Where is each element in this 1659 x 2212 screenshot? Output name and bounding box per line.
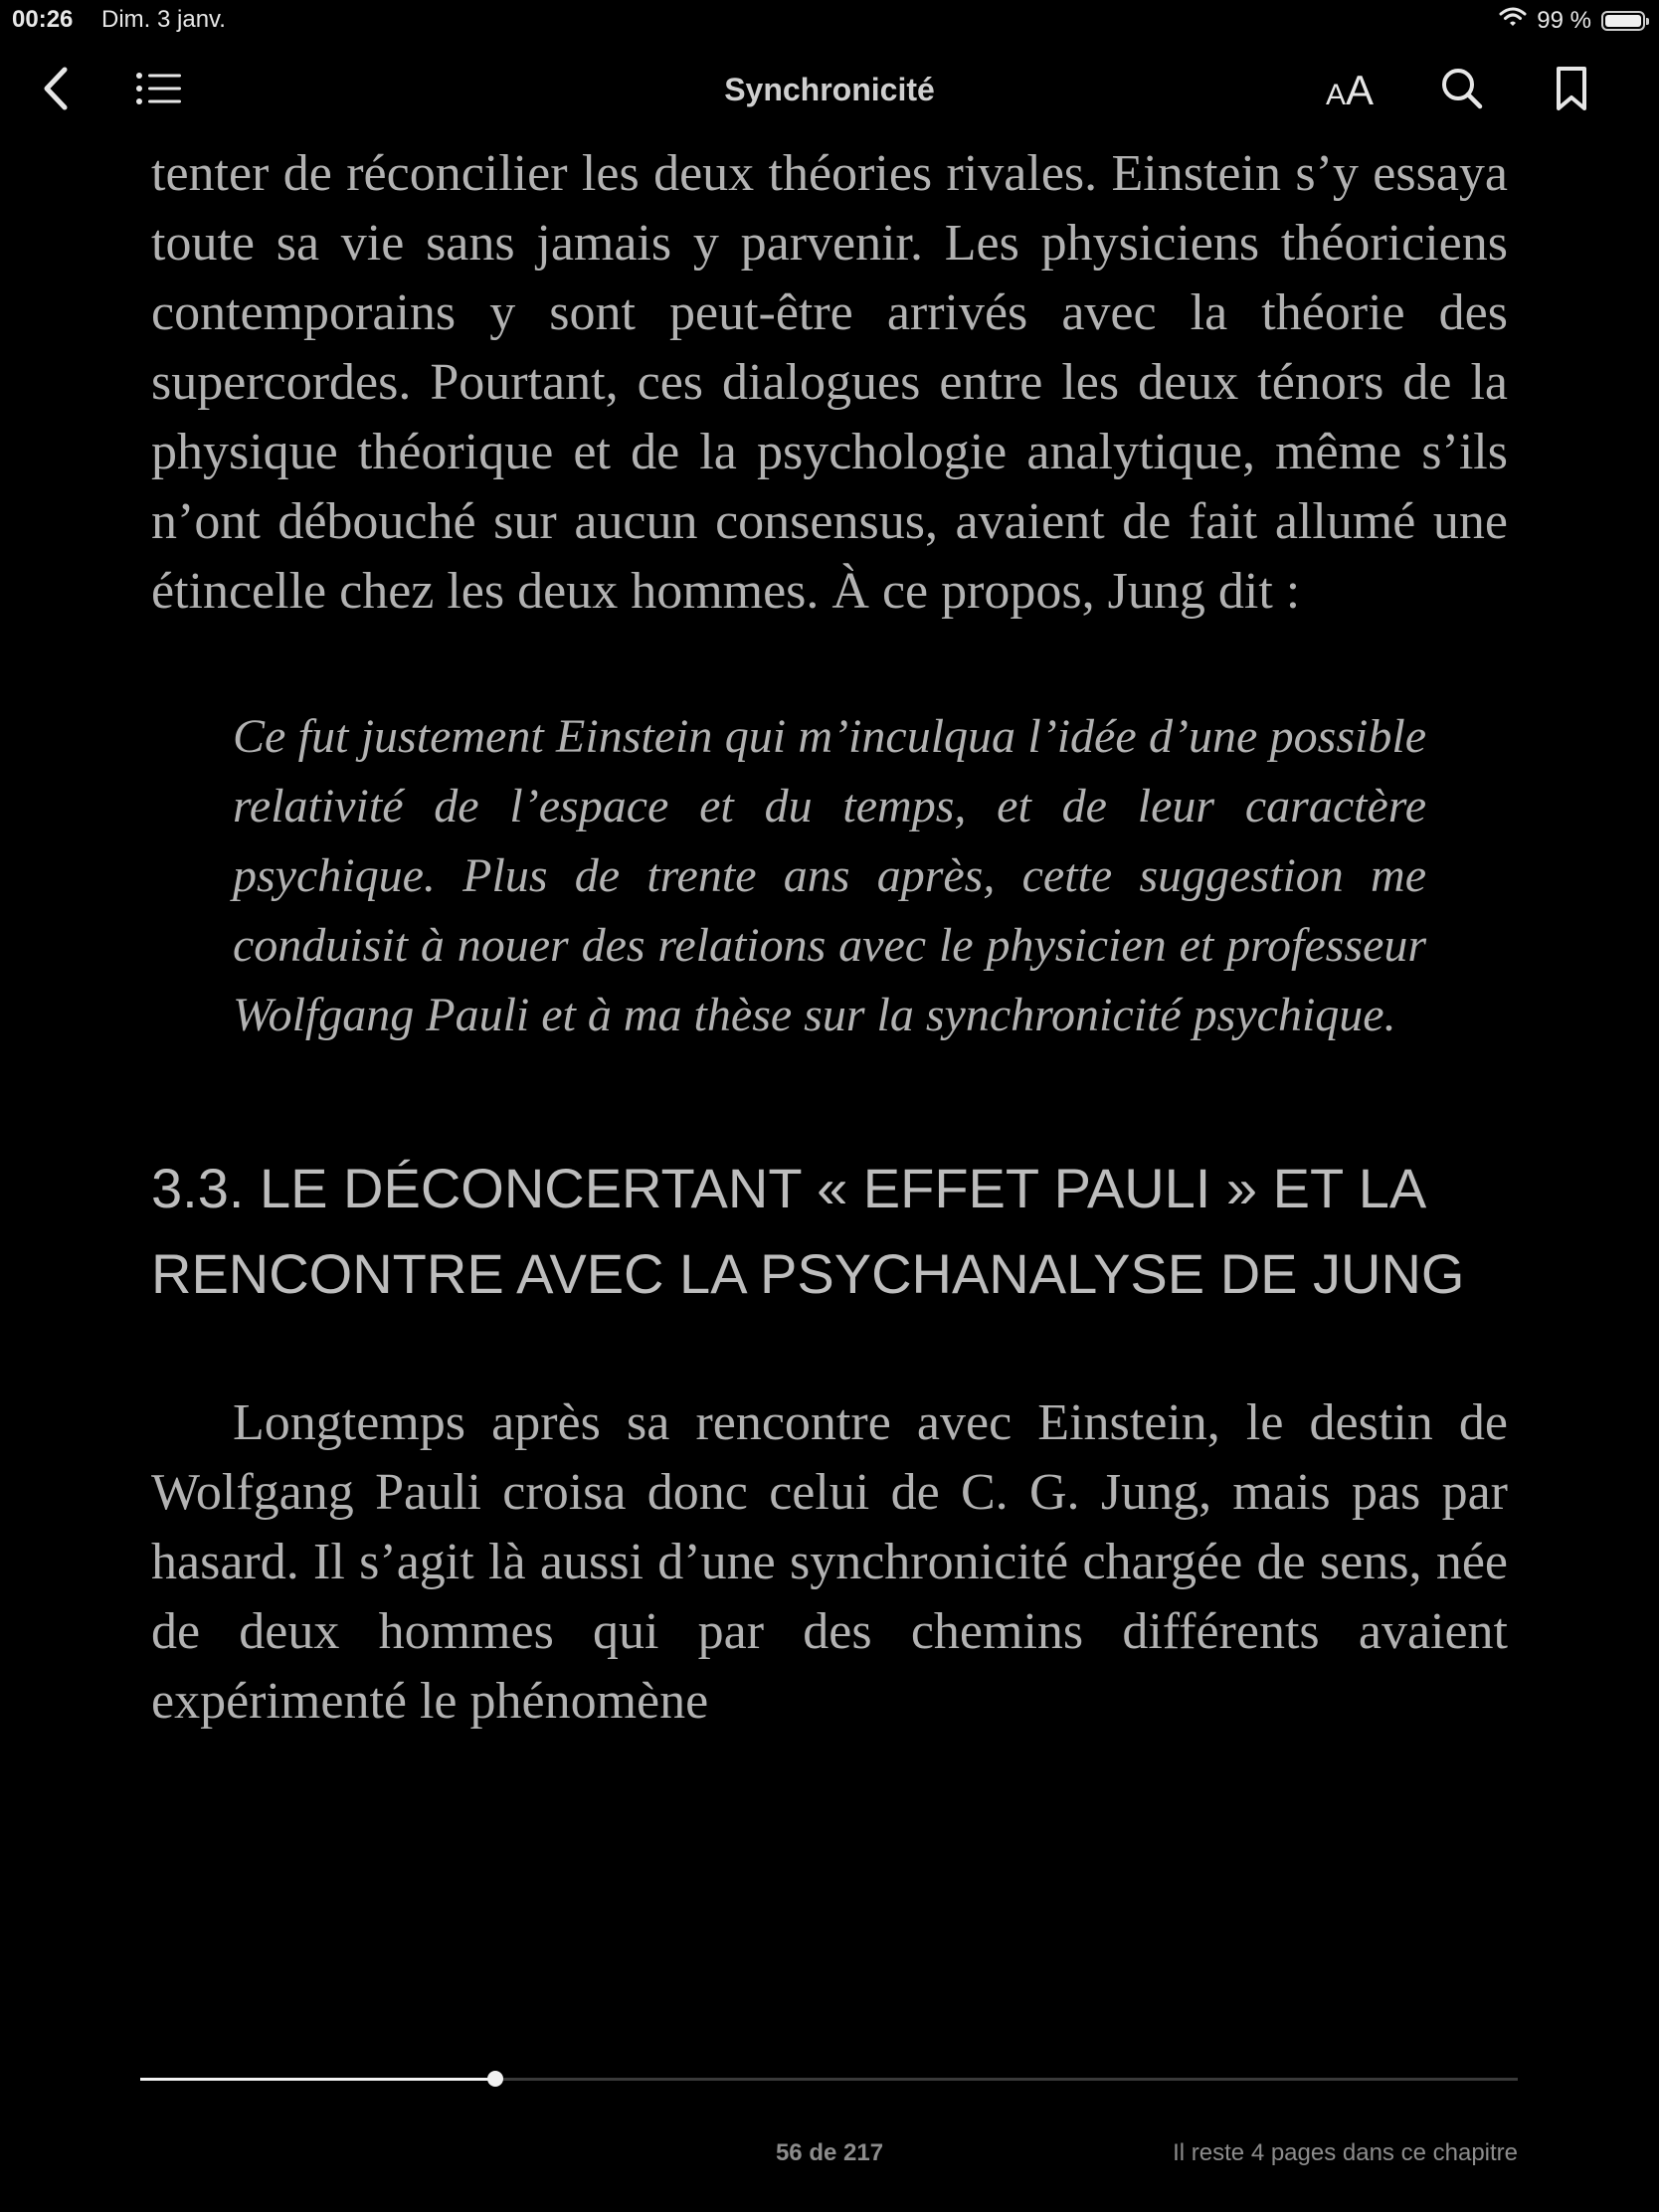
font-settings-button[interactable] bbox=[1315, 56, 1384, 125]
status-date: Dim. 3 janv. bbox=[101, 6, 226, 33]
font-size-icon bbox=[1326, 67, 1374, 114]
search-button[interactable] bbox=[1432, 56, 1492, 125]
chapter-remaining-label: Il reste 4 pages dans ce chapitre bbox=[1173, 2139, 1518, 2166]
body-paragraph: tenter de réconcilier les deux théories rivales. Einstein s’y essaya toute sa vie sans jamais y parvenir. Les physiciens théoriciens contemporains y sont peut-être arrivés avec la théorie des supercordes. Pourtant, ces dialogues entre les deux ténors de la physique théorique et de la psychologie analytique, même s’ils n’ont débouché sur aucun consensus, avaient de fait allumé une étincelle chez les deux hommes. À ce propos, Jung dit : bbox=[151, 145, 1508, 620]
status-time: 00:26 bbox=[12, 6, 74, 33]
reader-toolbar bbox=[0, 56, 1659, 125]
progress-fill bbox=[140, 2078, 495, 2081]
section-heading: 3.3. LE DÉCONCERTANT « EFFET PAULI » ET LA RENCONTRE AVEC LA PSYCHANALYSE DE JUNG bbox=[151, 1157, 1465, 1305]
font-size-small-letter: A bbox=[1325, 79, 1346, 111]
body-paragraph: Longtemps après sa rencontre avec Einstein, le destin de Wolfgang Pauli croisa donc celui de C. G. Jung, mais pas par hasard. Il s’agit là aussi d’une synchronicité chargée de sens, née de deux hommes qui par des chemins différents avaient expérimenté le phénomène bbox=[151, 1394, 1508, 1730]
progress-thumb[interactable] bbox=[487, 2071, 503, 2087]
bookmark-icon bbox=[1555, 65, 1588, 117]
battery-level-fill bbox=[1605, 15, 1641, 27]
page-counter: 56 de 217 bbox=[775, 2139, 884, 2166]
battery-percentage: 99 % bbox=[1537, 6, 1591, 34]
search-icon bbox=[1440, 67, 1484, 115]
status-bar bbox=[0, 0, 1659, 40]
font-size-big-letter: A bbox=[1346, 67, 1375, 113]
battery-icon bbox=[1601, 11, 1645, 31]
bookmark-button[interactable] bbox=[1542, 56, 1601, 125]
book-title: Synchronicité bbox=[724, 72, 935, 107]
status-right-group bbox=[1499, 6, 1645, 35]
book-page-content[interactable] bbox=[151, 139, 1508, 1737]
reading-progress-slider[interactable] bbox=[140, 2078, 1518, 2081]
block-quote: Ce fut justement Einstein qui m’inculqua l’idée d’une possible relativité de l’espace et du temps, et de leur caractère psychique. Plus de trente ans après, cette suggestion me conduisit à nouer des relations avec le physicien et professeur Wolfgang Pauli et à ma thèse sur la synchronicité psychique. bbox=[233, 710, 1426, 1041]
wifi-icon bbox=[1499, 6, 1527, 35]
